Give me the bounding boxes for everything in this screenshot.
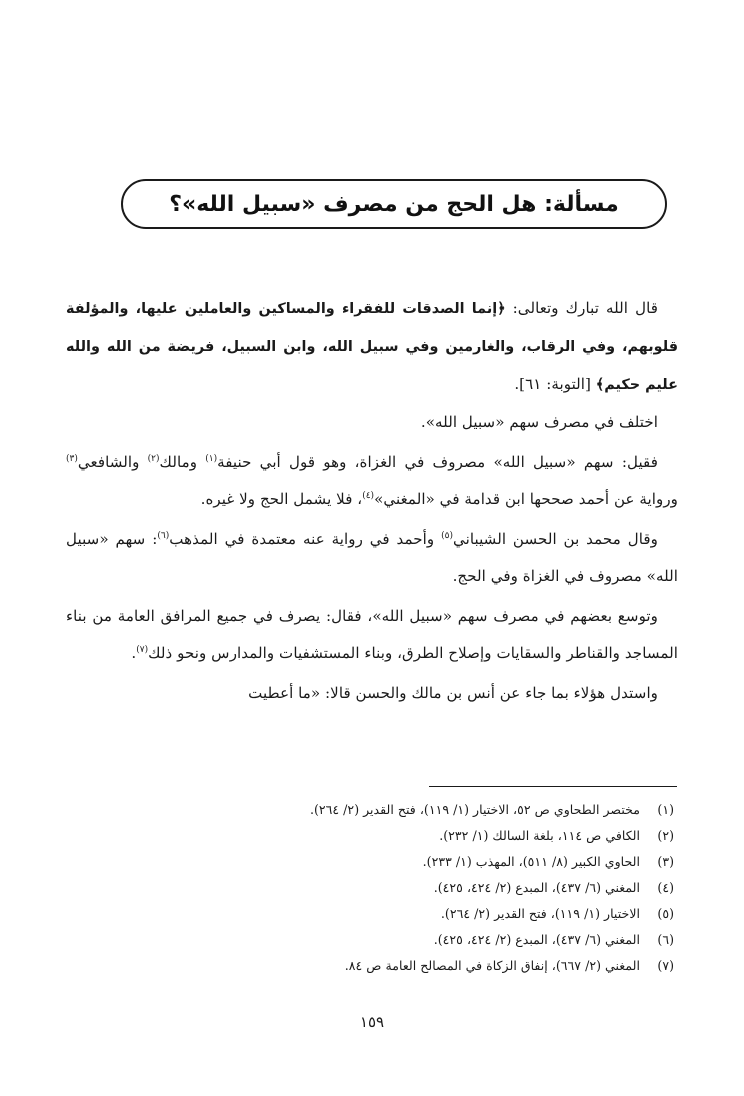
footnote-ref-4[interactable]: (٤): [362, 490, 375, 501]
text-run: .: [131, 644, 137, 662]
footnote-ref-7[interactable]: (٧): [136, 644, 149, 655]
footnote-text: الكافي ص ١١٤، بلغة السالك (١/ ٢٣٢).: [439, 828, 640, 843]
footnote-ref-6[interactable]: (٦): [157, 530, 170, 541]
footnote-item: [114, 875, 674, 901]
footnote-number: (٦): [657, 932, 674, 947]
text-run: : سهم «سبيل الله» مصروف في الغزاة وفي الحج.: [66, 530, 678, 585]
text-run: ورواية عن أحمد صححها ابن قدامة في «المغني»: [374, 490, 678, 508]
main-text: [66, 290, 678, 712]
text-run: وقال محمد بن الحسن الشيباني: [452, 530, 658, 548]
footnote-number: (٥): [657, 906, 674, 921]
quran-verse: ﴿إنما الصدقات للفقراء والمساكين والعاملين عليها، والمؤلفة قلوبهم، وفي الرقاب، والغارمين وفي سبيل الله، وابن السبيل، فريضة من الله والله عليم حكيم﴾: [66, 301, 678, 393]
footnote-ref-3[interactable]: (٣): [66, 453, 78, 464]
footnotes-list: [114, 797, 674, 979]
footnote-number: (٤): [657, 880, 674, 895]
footnote-text: الحاوي الكبير (٨/ ٥١١)، المهذب (١/ ٢٣٣).: [422, 854, 640, 869]
page-number: ١٥٩: [359, 1013, 385, 1031]
footnote-item: [114, 797, 674, 823]
footnote-ref-2[interactable]: (٢): [147, 453, 160, 464]
section-title-frame: [121, 179, 667, 229]
footnote-text: الاختيار (١/ ١١٩)، فتح القدير (٢/ ٢٦٤).: [440, 906, 640, 921]
text-run: ومالك: [159, 453, 206, 471]
footnote-item: [114, 927, 674, 953]
verse-reference: [التوبة: ٦١].: [514, 375, 596, 393]
verse-intro: قال الله تبارك وتعالى:: [505, 299, 658, 317]
footnote-number: (٣): [657, 854, 674, 869]
footnote-item: [114, 901, 674, 927]
footnote-item: [114, 953, 674, 979]
footnote-ref-1[interactable]: (١): [205, 453, 218, 464]
text-run: وأحمد في رواية عنه معتمدة في المذهب: [169, 530, 442, 548]
text-run: ، فلا يشمل الحج ولا غيره.: [200, 490, 363, 508]
footnote-ref-5[interactable]: (٥): [441, 530, 453, 541]
paragraph-second-opinion: [66, 521, 678, 595]
footnote-item: [114, 823, 674, 849]
paragraph-verse: [66, 290, 678, 404]
paragraph-third-opinion: [66, 598, 678, 672]
footnote-number: (٢): [657, 828, 674, 843]
footnote-text: المغني (٦/ ٤٣٧)، المبدع (٢/ ٤٢٤، ٤٢٥).: [433, 932, 640, 947]
footnote-number: (٧): [657, 958, 674, 973]
footnote-number: (١): [657, 802, 674, 817]
paragraph-disagreement: اختلف في مصرف سهم «سبيل الله».: [420, 413, 658, 431]
text-run: فقيل: سهم «سبيل الله» مصروف في الغزاة، وهو قول أبي حنيفة: [217, 453, 658, 471]
footnote-item: [114, 849, 674, 875]
paragraph-evidence: واستدل هؤلاء بما جاء عن أنس بن مالك والحسن قالا: «ما أعطيت: [248, 684, 658, 702]
section-title: مسألة: هل الحج من مصرف «سبيل الله»؟: [169, 191, 619, 217]
footnote-text: مختصر الطحاوي ص ٥٢، الاختيار (١/ ١١٩)، فتح القدير (٢/ ٢٦٤).: [309, 802, 640, 817]
text-run: والشافعي: [77, 453, 148, 471]
footnote-text: المغني (٦/ ٤٣٧)، المبدع (٢/ ٤٢٤، ٤٢٥).: [433, 880, 640, 895]
paragraph-first-opinion: [66, 444, 678, 518]
text-run: وتوسع بعضهم في مصرف سهم «سبيل الله»، فقال: يصرف في جميع المرافق العامة من بناء المساجد والقناطر والسقايات وإصلاح الطرق، وبناء المستشفيات والمدارس ونحو ذلك: [66, 607, 678, 662]
footnote-text: المغني (٢/ ٦٦٧)، إنفاق الزكاة في المصالح العامة ص ٨٤.: [344, 958, 640, 973]
footnote-separator: [429, 786, 677, 787]
